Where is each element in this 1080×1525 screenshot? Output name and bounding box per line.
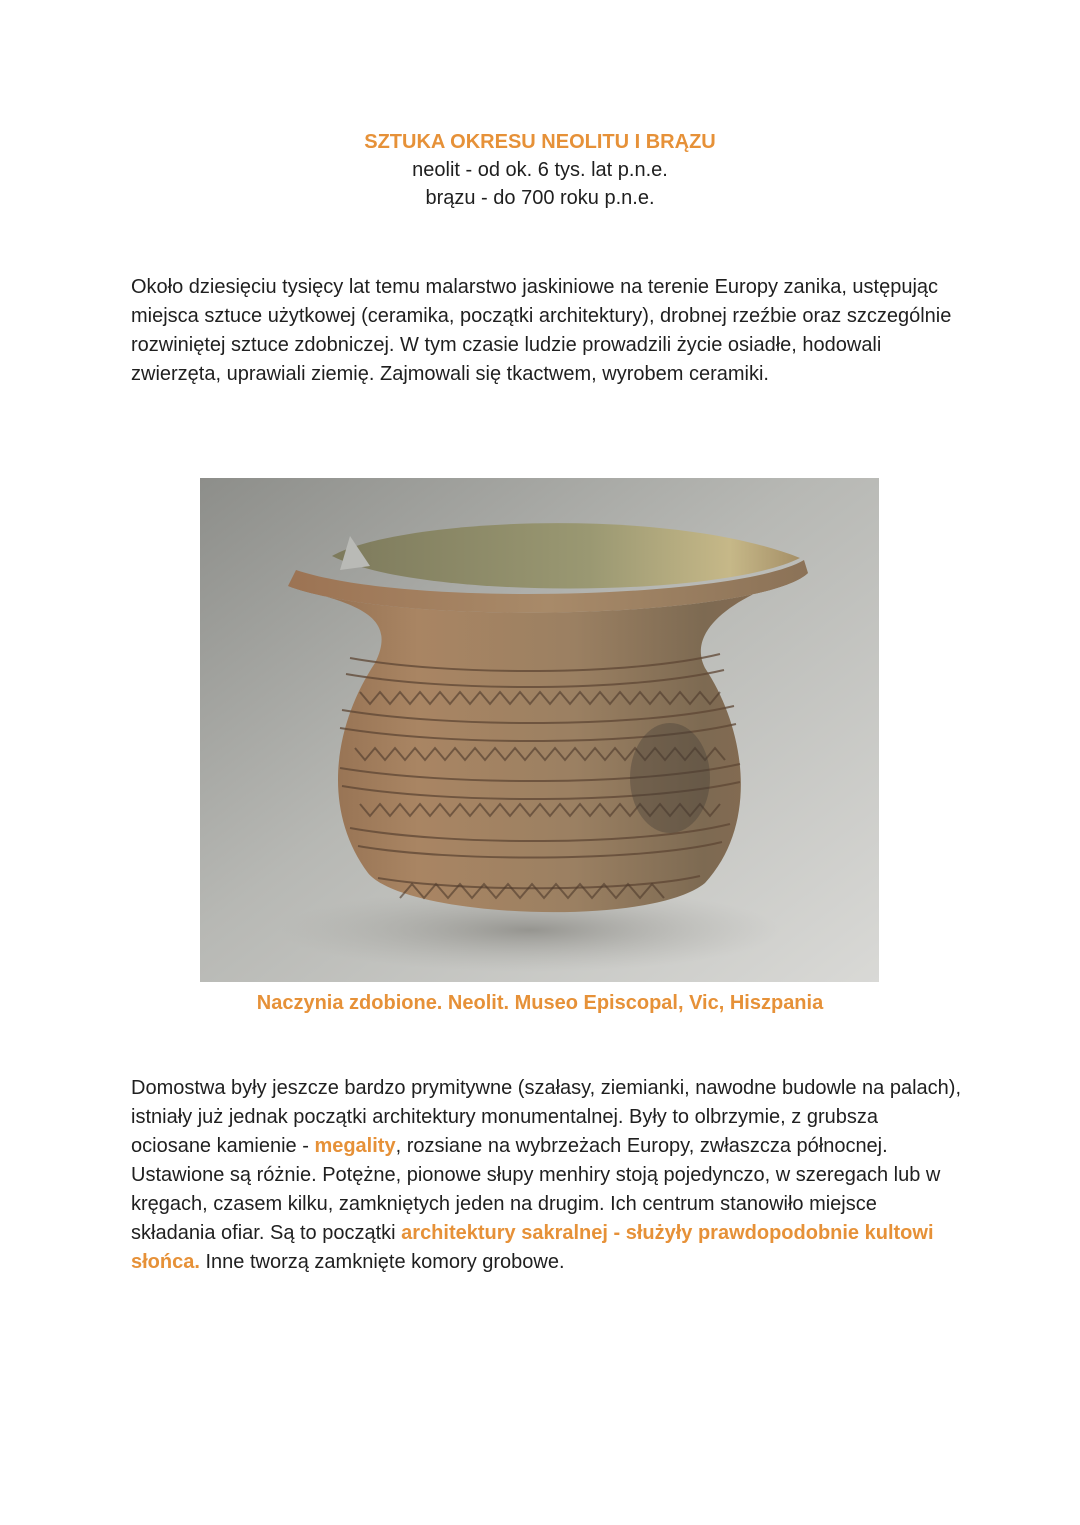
figure-caption: Naczynia zdobione. Neolit. Museo Episcopal, Vic, Hiszpania xyxy=(256,992,824,1014)
intro-paragraph: Około dziesięciu tysięcy lat temu malarstwo jaskiniowe na terenie Europy zanika, ustępując miejsca sztuce użytkowej (ceramika, początki architektury), drobnej rzeźbie oraz szczególnie rozwiniętej sztuce zdobniczej. W tym czasie ludzie prowadzili życie osiadłe, hodowali zwierzęta, uprawiali ziemię. Zajmowali się tkactwem, wyrobem ceramiki. xyxy=(131,276,952,385)
document-header xyxy=(0,128,1080,212)
body-text-part-1: Domostwa były jeszcze bardzo prymitywne (szałasy, ziemianki, nawodne budowle na palach), istniały już jednak początki architektury monumentalnej. Były to olbrzymie, z grubsza ociosane kamienie - xyxy=(131,1077,961,1157)
sacral-architecture-highlight: architektury sakralnej - służyły prawdopodobnie kultowi słońca. xyxy=(131,1222,934,1273)
bell-beaker-illustration xyxy=(200,478,879,982)
neolithic-period-dates: neolit - od ok. 6 tys. lat p.n.e. xyxy=(412,159,668,181)
body-paragraph xyxy=(131,1074,961,1277)
decorated-vessel-photo xyxy=(200,478,879,982)
body-text-part-2: , rozsiane na wybrzeżach Europy, zwłaszcza północnej. Ustawione są różnie. Potężne, pionowe słupy menhiry stoją pojedynczo, w szeregach lub w kręgach, czasem kilku, zamkniętych jeden na drugim. Ich centrum stanowiło miejsce składania ofiar. Są to początki xyxy=(131,1135,941,1244)
surface-stain xyxy=(630,723,710,833)
bronze-age-period-dates: brązu - do 700 roku p.n.e. xyxy=(425,187,655,209)
body-text-part-3: Inne tworzą zamknięte komory grobowe. xyxy=(199,1251,565,1273)
page-title: SZTUKA OKRESU NEOLITU I BRĄZU xyxy=(364,131,716,153)
megality-highlight: megality xyxy=(314,1135,396,1157)
